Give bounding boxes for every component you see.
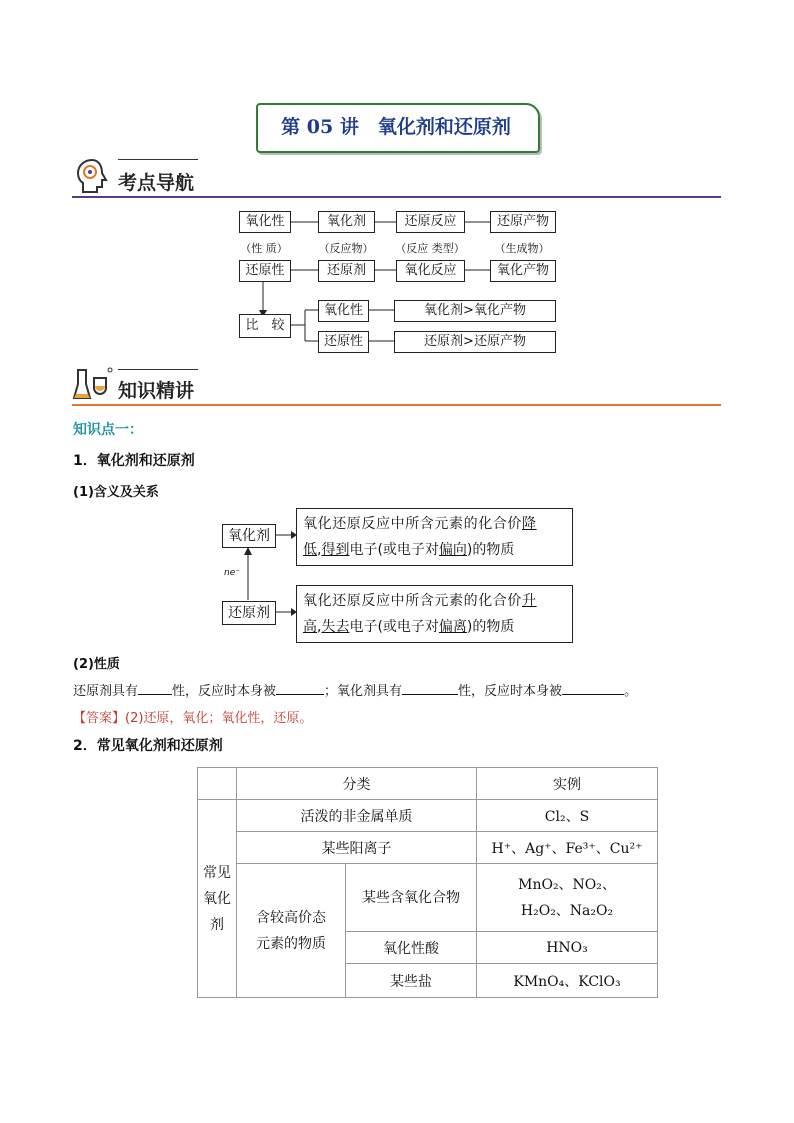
subheading-meaning: (1)含义及关系 [73, 485, 159, 500]
ox-def-comma: , [317, 542, 322, 558]
table-corner [198, 768, 237, 800]
blank-1[interactable] [138, 681, 172, 695]
subheading-properties: (2)性质 [73, 657, 120, 672]
oxidant-definition [296, 508, 573, 566]
page-title: 第 05 讲 氧化剂和还原剂 [281, 116, 511, 138]
flow-reducing-property: 还原性 [239, 260, 291, 282]
answer-text: (2)还原，氧化；氧化性，还原。 [125, 711, 313, 726]
fill-text-2: 性，反应时本身被 [172, 684, 277, 699]
flow-oxidizing-property: 氧化性 [239, 211, 291, 233]
oxide-example-2: H₂O₂、Na₂O₂ [520, 902, 614, 919]
row-oxide-example [477, 864, 658, 932]
def-reductant: 还原剂 [222, 601, 276, 625]
answer-line [73, 707, 312, 726]
group-common-oxidants: 常见氧化剂 [198, 800, 237, 998]
flow-compare: 比 较 [239, 314, 291, 338]
ox-def-keyword-gain: 得到 [321, 542, 350, 558]
heading-common-agents: 2．常见氧化剂和还原剂 [73, 738, 223, 754]
def-oxidant: 氧化剂 [222, 524, 276, 548]
flow-compare-reducing-result: 还原剂>还原产物 [394, 331, 556, 353]
reductant-definition [296, 585, 573, 643]
common-oxidants-table [197, 767, 658, 998]
section-heading-navigation: 考点导航 [118, 172, 195, 194]
col-header-class: 分类 [237, 768, 477, 800]
flow-label-reaction-type: （反应 类型） [395, 242, 465, 255]
blank-3[interactable] [402, 681, 458, 695]
ox-def-keyword-low: 低 [303, 542, 317, 558]
red-def-keyword-lose: 失去 [321, 619, 350, 635]
blank-2[interactable] [276, 681, 324, 695]
flow-compare-oxidizing: 氧化性 [318, 300, 369, 322]
red-def-keyword-raise: 升 [522, 593, 537, 609]
fill-text-1: 还原剂具有 [73, 684, 139, 699]
flow-label-reactant: （反应物） [318, 242, 374, 255]
flow-reduction-product: 还原产物 [490, 211, 556, 233]
red-def-text-2: 电子(或电子对 [349, 619, 439, 635]
row-salt-example: KMnO₄、KClO₃ [477, 964, 658, 998]
flow-label-product: （生成物） [494, 242, 550, 255]
ox-def-text-2: 电子(或电子对 [349, 542, 439, 558]
row-cation: 某些阳离子 [237, 832, 477, 864]
flow-oxidant: 氧化剂 [318, 211, 375, 233]
ox-def-text-1: 氧化还原反应中所含元素的化合价 [303, 516, 522, 532]
electron-label: ne⁻ [224, 568, 240, 578]
fill-in-sentence [73, 680, 637, 699]
row-nonmetal-example: Cl₂、S [477, 800, 658, 832]
blank-4[interactable] [562, 681, 624, 695]
fill-text-5: 。 [624, 684, 638, 699]
knowledge-point-label: 知识点一： [73, 422, 143, 438]
fill-text-4: 性，反应时本身被 [458, 684, 563, 699]
row-nonmetal: 活泼的非金属单质 [237, 800, 477, 832]
heading-oxidant-reductant: 1．氧化剂和还原剂 [73, 453, 195, 469]
red-def-text-1: 氧化还原反应中所含元素的化合价 [303, 593, 522, 609]
subgroup-high-valence: 含较高价态元素的物质 [237, 864, 346, 998]
flow-reductant: 还原剂 [318, 260, 375, 282]
red-def-keyword-away: 偏离 [438, 619, 467, 635]
ox-def-keyword-lower: 降 [522, 516, 537, 532]
col-header-example: 实例 [477, 768, 658, 800]
flow-oxidation-product: 氧化产物 [490, 260, 556, 282]
fill-text-3: ；氧化剂具有 [324, 684, 403, 699]
oxide-example-1: MnO₂、NO₂、 [518, 876, 616, 893]
red-def-keyword-high: 高 [303, 619, 317, 635]
row-oxide: 某些含氧化合物 [346, 864, 477, 932]
red-def-comma: , [317, 619, 322, 635]
row-salt: 某些盐 [346, 964, 477, 998]
row-cation-example: H⁺、Ag⁺、Fe³⁺、Cu²⁺ [477, 832, 658, 864]
row-acid: 氧化性酸 [346, 932, 477, 964]
section-heading-knowledge: 知识精讲 [118, 380, 195, 402]
flow-compare-reducing: 还原性 [318, 331, 369, 353]
flow-reduction-reaction: 还原反应 [396, 211, 465, 233]
flow-label-property: （性 质） [240, 242, 288, 255]
answer-tag: 【答案】 [73, 711, 126, 726]
flow-compare-oxidizing-result: 氧化剂>氧化产物 [394, 300, 556, 322]
ox-def-text-3: )的物质 [466, 542, 515, 558]
red-def-text-3: )的物质 [466, 619, 515, 635]
ox-def-keyword-toward: 偏向 [438, 542, 467, 558]
row-acid-example: HNO₃ [477, 932, 658, 964]
flow-oxidation-reaction: 氧化反应 [396, 260, 465, 282]
